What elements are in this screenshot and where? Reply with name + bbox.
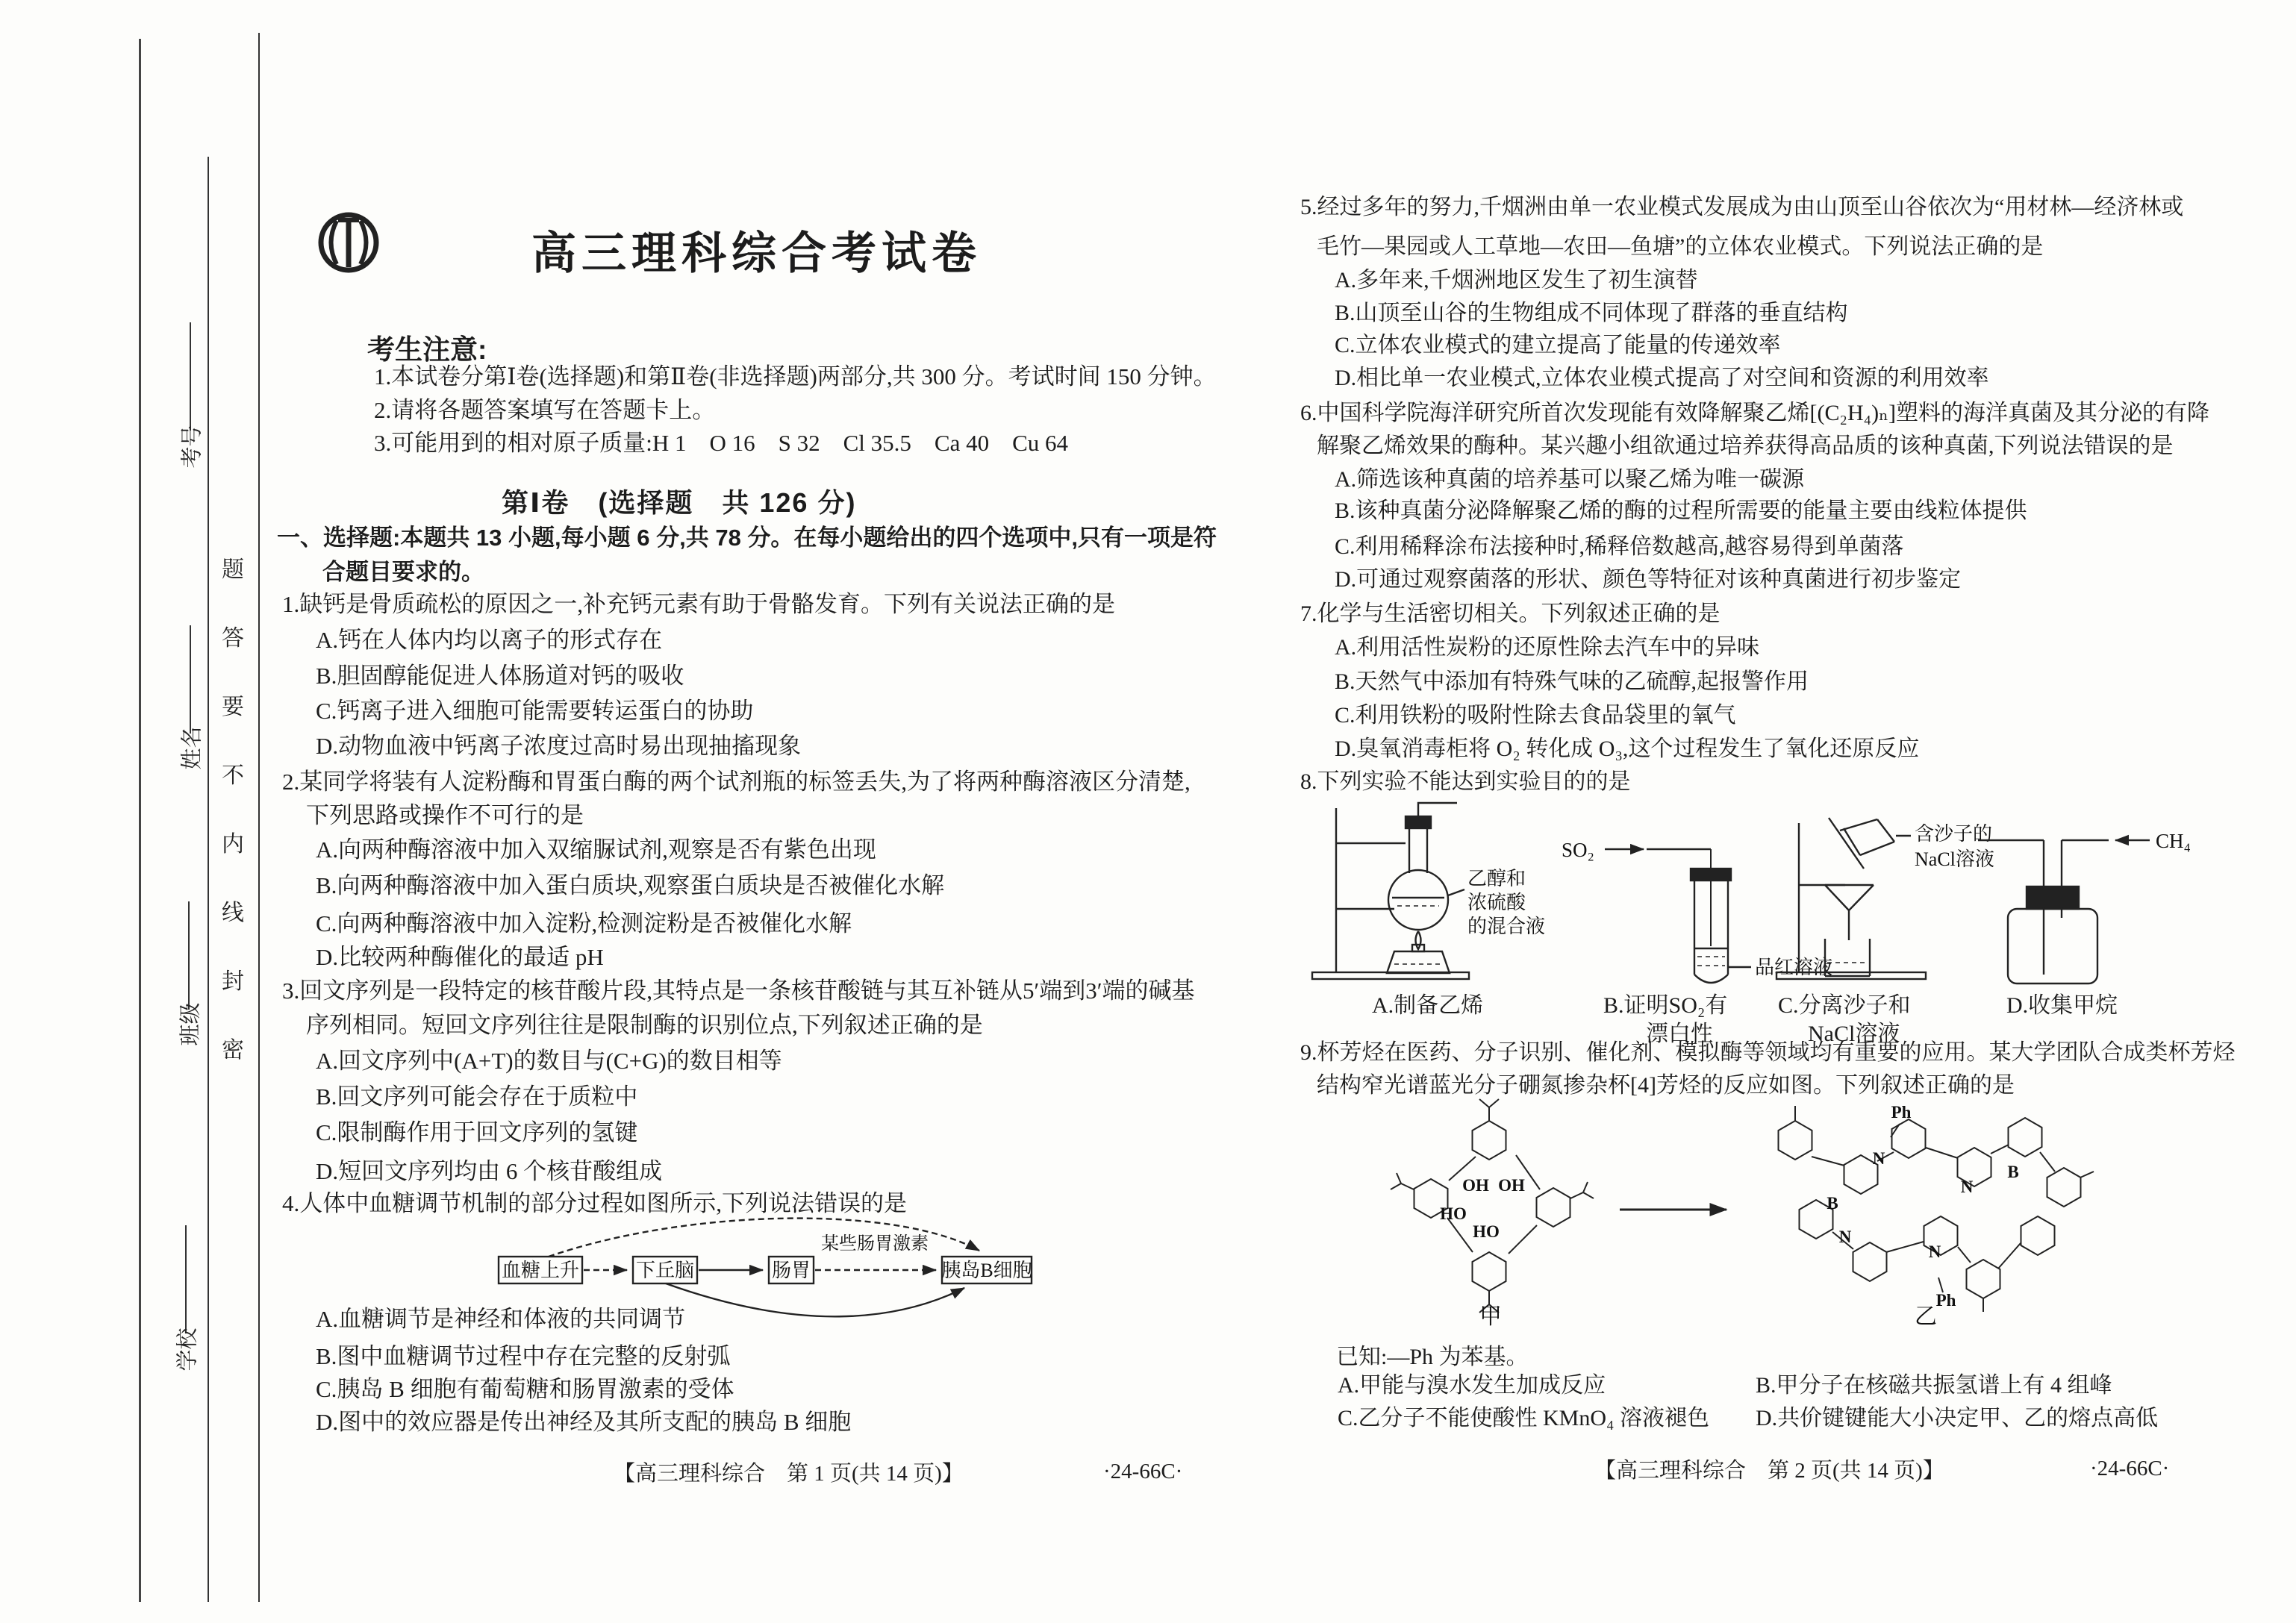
question-3-option-c: C.限制酶作用于回文序列的氢键 bbox=[316, 1119, 638, 1145]
question-6-option-a: A.筛选该种真菌的培养基可以聚乙烯为唯一碳源 bbox=[1335, 467, 1805, 492]
question-4-option-b: B.图中血糖调节过程中存在完整的反射弧 bbox=[316, 1343, 731, 1369]
hydroxyl-label: OH bbox=[1462, 1176, 1489, 1195]
question-1-stem: 1.缺钙是骨质疏松的原因之一,补充钙元素有助于骨骼发育。下列有关说法正确的是 bbox=[282, 591, 1115, 617]
section-1-instructions: 一、选择题:本题共 13 小题,每小题 6 分,共 78 分。在每小题给出的四个选项中,只有一项是符 bbox=[277, 525, 1217, 551]
phenyl-label: Ph bbox=[1935, 1291, 1956, 1310]
seal-char: 要 bbox=[222, 695, 244, 719]
page-title: 高三理科综合考试卷 bbox=[531, 228, 982, 278]
apparatus-c-caption: NaCl溶液 bbox=[1808, 1022, 1900, 1046]
class-blank bbox=[188, 901, 190, 1010]
boron-label: B bbox=[2007, 1163, 2019, 1181]
molecule-jia-bonds bbox=[1391, 1099, 1594, 1313]
question-1-option-c: C.钙离子进入细胞可能需要转运蛋白的协助 bbox=[316, 698, 754, 724]
apparatus-b-so2-setup bbox=[1605, 849, 1751, 983]
apparatus-d-gas-label: CH₄ bbox=[2156, 830, 2191, 852]
flow-arrow-label-gut-hormones: 某些肠胃激素 bbox=[821, 1234, 929, 1254]
molecule-yi-bonds bbox=[1795, 1106, 2094, 1312]
question-6-option-b: B.该种真菌分泌降解聚乙烯的酶的过程所需要的能量主要由线粒体提供 bbox=[1335, 498, 2027, 523]
apparatus-c-filtration-setup bbox=[1776, 818, 1926, 979]
molecule-yi bbox=[1779, 1103, 2094, 1329]
question-9-stem: 结构窄光谱蓝光分子硼氮掺杂杯[4]芳烃的反应如图。下列叙述正确的是 bbox=[1317, 1073, 2015, 1098]
question-3-option-a: A.回文序列中(A+T)的数目与(C+G)的数目相等 bbox=[316, 1048, 782, 1074]
seal-char: 答 bbox=[222, 626, 244, 651]
question-6-stem: 解聚乙烯效果的酶种。某兴趣小组欲通过培养获得高品质的该种真菌,下列说法错误的是 bbox=[1317, 434, 2174, 458]
apparatus-b-caption: 漂白性 bbox=[1646, 1022, 1713, 1046]
notice-item: 3.可能用到的相对原子质量:H 1 O 16 S 32 Cl 35.5 Ca 40 Cu 64 bbox=[374, 430, 1069, 456]
footer-page-1: 【高三理科综合 第 1 页(共 14 页)】 bbox=[614, 1462, 964, 1486]
question-2-option-c: C.向两种酶溶液中加入淀粉,检测淀粉是否被催化水解 bbox=[316, 910, 852, 936]
boron-label: B bbox=[1826, 1194, 1838, 1213]
nitrogen-label: N bbox=[1960, 1178, 1974, 1196]
question-3-stem: 序列相同。短回文序列往往是限制酶的识别位点,下列叙述正确的是 bbox=[306, 1012, 983, 1038]
question-5-option-a: A.多年来,千烟洲地区发生了初生演替 bbox=[1335, 268, 1698, 293]
notice-heading: 考生注意: bbox=[367, 334, 487, 365]
question-3-option-d: D.短回文序列均由 6 个核苷酸组成 bbox=[316, 1158, 663, 1184]
question-1-option-d: D.动物血液中钙离子浓度过高时易出现抽搐现象 bbox=[316, 733, 802, 759]
question-6-option-c: C.利用稀释涂布法接种时,稀释倍数越高,越容易得到单菌落 bbox=[1335, 534, 1904, 559]
school-blank bbox=[185, 1225, 187, 1333]
question-4-option-a: A.血糖调节是神经和体液的共同调节 bbox=[316, 1306, 686, 1332]
question-9-known-note: 已知:—Ph 为苯基。 bbox=[1336, 1345, 1529, 1369]
seal-char: 线 bbox=[222, 901, 244, 925]
phenyl-label: Ph bbox=[1891, 1103, 1912, 1122]
name-blank bbox=[190, 625, 191, 734]
question-6-stem: 6.中国科学院海洋研究所首次发现能有效降解聚乙烯[(C₂H₄)ₙ]塑料的海洋真菌及其分泌的有降 bbox=[1300, 401, 2210, 425]
school-label: 学校 bbox=[175, 1328, 200, 1372]
apparatus-a-reagent-label: 的混合液 bbox=[1467, 916, 1546, 937]
nitrogen-label: N bbox=[1872, 1149, 1885, 1168]
question-5-stem: 毛竹—果园或人工草地—农田—鱼塘”的立体农业模式。下列说法正确的是 bbox=[1317, 234, 2044, 259]
flow-box-gut: 肠胃 bbox=[771, 1260, 811, 1281]
flow-box-blood-sugar-rise: 血糖上升 bbox=[501, 1260, 580, 1281]
question-4-stem: 4.人体中血糖调节机制的部分过程如图所示,下列说法错误的是 bbox=[282, 1190, 907, 1216]
seal-char: 题 bbox=[222, 557, 244, 582]
question-4-option-d: D.图中的效应器是传出神经及其所支配的胰岛 B 细胞 bbox=[316, 1409, 852, 1435]
apparatus-b-caption: B.证明SO₂有 bbox=[1603, 993, 1728, 1018]
apparatus-a-reagent-label: 浓硫酸 bbox=[1467, 892, 1526, 913]
question-2-option-d: D.比较两种酶催化的最适 pH bbox=[316, 944, 604, 970]
footer-paper-code: ·24-66C· bbox=[2090, 1457, 2170, 1480]
class-label: 班级 bbox=[178, 1002, 203, 1046]
question-7-option-d: D.臭氧消毒柜将 O₂ 转化成 O₃,这个过程发生了氧化还原反应 bbox=[1335, 737, 1920, 761]
apparatus-b-gas-label: SO₂ bbox=[1562, 839, 1594, 861]
flow-box-islet-b-cells: 胰岛B细胞 bbox=[941, 1260, 1032, 1281]
apparatus-d-caption: D.收集甲烷 bbox=[2006, 993, 2118, 1018]
seal-char: 内 bbox=[222, 832, 244, 857]
seal-inner-line bbox=[208, 157, 209, 1602]
question-9-option-b: B.甲分子在核磁共振氢谱上有 4 组峰 bbox=[1756, 1373, 2112, 1398]
question-3-stem: 3.回文序列是一段特定的核苷酸片段,其特点是一条核苷酸链与其互补链从5′端到3′端的碱基 bbox=[282, 978, 1195, 1004]
question-2-option-a: A.向两种酶溶液中加入双缩脲试剂,观察是否有紫色出现 bbox=[316, 836, 876, 863]
question-5-stem: 5.经过多年的努力,千烟洲由单一农业模式发展成为由山顶至山谷依次为“用材林—经济林或 bbox=[1300, 195, 2184, 219]
question-2-stem: 下列思路或操作不可行的是 bbox=[306, 802, 584, 828]
apparatus-a-caption: A.制备乙烯 bbox=[1372, 993, 1484, 1018]
question-1-option-b: B.胆固醇能促进人体肠道对钙的吸收 bbox=[316, 663, 684, 689]
question-2-stem: 2.某同学将装有人淀粉酶和胃蛋白酶的两个试剂瓶的标签丢失,为了将两种酶溶液区分清楚, bbox=[282, 769, 1191, 795]
nitrogen-label: N bbox=[1838, 1228, 1852, 1246]
molecule-jia-caption: 甲 bbox=[1479, 1304, 1502, 1329]
footer-page-2: 【高三理科综合 第 2 页(共 14 页)】 bbox=[1594, 1459, 1944, 1483]
apparatus-d-gas-bottle-setup bbox=[1978, 840, 2150, 984]
question-9-option-d: D.共价键键能大小决定甲、乙的熔点高低 bbox=[1756, 1406, 2159, 1430]
flow-box-hypothalamus: 下丘脑 bbox=[635, 1260, 695, 1281]
q9-reaction-scheme bbox=[1377, 1094, 2243, 1340]
apparatus-c-mixture-label: 含沙子的 bbox=[1915, 823, 1993, 845]
name-label: 姓名 bbox=[180, 726, 205, 770]
q8-apparatus-figures bbox=[1306, 797, 2239, 991]
exam-brand-logo bbox=[316, 210, 381, 275]
apparatus-c-mixture-label: NaCl溶液 bbox=[1915, 848, 1994, 870]
hydroxyl-label: HO bbox=[1440, 1204, 1467, 1223]
question-6-option-d: D.可通过观察菌落的形状、颜色等特征对该种真菌进行初步鉴定 bbox=[1335, 567, 1962, 592]
question-1-option-a: A.钙在人体内均以离子的形式存在 bbox=[316, 627, 663, 653]
molecule-jia bbox=[1391, 1099, 1594, 1329]
exam-number-label: 考号 bbox=[180, 425, 205, 469]
question-7-option-a: A.利用活性炭粉的还原性除去汽车中的异味 bbox=[1335, 635, 1760, 660]
hydroxyl-label: OH bbox=[1498, 1176, 1525, 1195]
hydroxyl-label: HO bbox=[1473, 1222, 1500, 1241]
question-4-option-c: C.胰岛 B 细胞有葡萄糖和肠胃激素的受体 bbox=[316, 1376, 734, 1402]
nitrogen-label: N bbox=[1928, 1242, 1941, 1261]
seal-char: 不 bbox=[222, 763, 244, 788]
question-7-option-b: B.天然气中添加有特殊气味的乙硫醇,起报警作用 bbox=[1335, 669, 1809, 694]
question-7-option-c: C.利用铁粉的吸附性除去食品袋里的氧气 bbox=[1335, 703, 1736, 728]
apparatus-a-reagent-label: 乙醇和 bbox=[1467, 868, 1526, 889]
exam-number-blank bbox=[190, 322, 191, 431]
question-2-option-b: B.向两种酶溶液中加入蛋白质块,观察蛋白质块是否被催化水解 bbox=[316, 872, 945, 898]
footer-paper-code: ·24-66C· bbox=[1103, 1460, 1183, 1483]
question-9-option-a: A.甲能与溴水发生加成反应 bbox=[1338, 1373, 1606, 1398]
question-9-option-c: C.乙分子不能使酸性 KMnO₄ 溶液褪色 bbox=[1338, 1406, 1709, 1430]
molecule-yi-caption: 乙 bbox=[1915, 1304, 1937, 1329]
question-5-option-b: B.山顶至山谷的生物组成不同体现了群落的垂直结构 bbox=[1335, 301, 1848, 325]
seal-char: 封 bbox=[222, 969, 244, 994]
question-7-stem: 7.化学与生活密切相关。下列叙述正确的是 bbox=[1300, 601, 1721, 626]
question-8-stem: 8.下列实验不能达到实验目的的是 bbox=[1300, 769, 1631, 794]
apparatus-a-ethylene-setup bbox=[1312, 803, 1469, 979]
seal-char: 密 bbox=[222, 1038, 244, 1063]
seal-outer-line bbox=[258, 33, 260, 1602]
question-9-stem: 9.杯芳烃在医药、分子识别、催化剂、模拟酶等领域均有重要的应用。某大学团队合成类杯芳烃 bbox=[1300, 1040, 2236, 1065]
notice-item: 2.请将各题答案填写在答题卡上。 bbox=[374, 397, 716, 423]
section-1-title: 第Ⅰ卷 (选择题 共 126 分) bbox=[502, 487, 857, 518]
question-5-option-d: D.相比单一农业模式,立体农业模式提高了对空间和资源的利用效率 bbox=[1335, 366, 1989, 390]
page-edge-line bbox=[139, 39, 141, 1602]
question-3-option-b: B.回文序列可能会存在于质粒中 bbox=[316, 1083, 638, 1110]
apparatus-c-caption: C.分离沙子和 bbox=[1778, 993, 1911, 1018]
notice-item: 1.本试卷分第Ⅰ卷(选择题)和第Ⅱ卷(非选择题)两部分,共 300 分。考试时间 150 分钟。 bbox=[374, 363, 1217, 390]
question-5-option-c: C.立体农业模式的建立提高了能量的传递效率 bbox=[1335, 333, 1781, 357]
section-1-instructions: 合题目要求的。 bbox=[322, 559, 484, 585]
apparatus-b-solution-label: 品红溶液 bbox=[1755, 957, 1833, 978]
